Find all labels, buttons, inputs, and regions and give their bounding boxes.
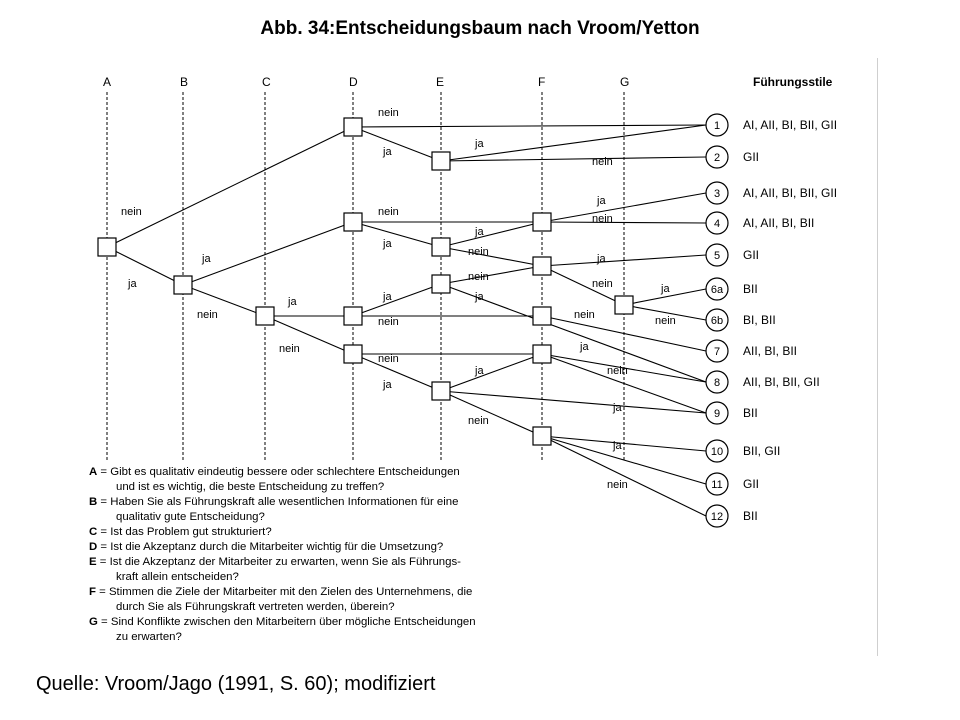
outcome-number-6b: 6b	[710, 315, 724, 327]
legend-key: D	[89, 541, 98, 553]
branch-label-no: nein	[655, 315, 676, 327]
branch-label-yes: ja	[383, 291, 392, 303]
legend-key: F	[89, 586, 96, 598]
branch-label-no: nein	[607, 479, 628, 491]
branch-label-yes: ja	[475, 138, 484, 150]
outcome-styles-6b: BI, BII	[743, 313, 776, 327]
legend-text: = Stimmen die Ziele der Mitarbeiter mit den Zielen des Unternehmens, die	[95, 586, 473, 598]
legend-item-f	[89, 585, 569, 600]
outcome-number-5: 5	[713, 250, 721, 262]
styles-header: Führungsstile	[753, 75, 833, 89]
outcome-number-4: 4	[713, 218, 721, 230]
edge-d1-yes	[353, 127, 441, 161]
legend-key: A	[89, 466, 98, 478]
branch-label-no: nein	[378, 107, 399, 119]
decision-node-e1	[432, 152, 450, 170]
legend-item-a	[89, 465, 569, 480]
branch-label-yes: ja	[288, 296, 297, 308]
outcome-number-9: 9	[713, 408, 721, 420]
branch-label-yes: ja	[383, 238, 392, 250]
decision-node-d1	[344, 118, 362, 136]
branch-label-yes: ja	[613, 402, 622, 414]
edge-f1-no	[542, 222, 706, 223]
branch-label-no: nein	[592, 213, 613, 225]
figure-number: Abb. 34:	[260, 18, 336, 39]
edge-a-no	[107, 127, 353, 247]
branch-label-no: nein	[607, 365, 628, 377]
edge-e4-yes	[441, 354, 542, 391]
branch-label-yes: ja	[383, 379, 392, 391]
legend-text: = Haben Sie als Führungskraft alle wesentlichen Informationen für eine	[97, 496, 459, 508]
column-letter-c: C	[262, 75, 271, 89]
branch-label-yes: ja	[202, 253, 211, 265]
legend-continuation: zu erwarten?	[116, 631, 182, 643]
decision-node-f1	[533, 213, 551, 231]
legend-key: B	[89, 496, 98, 508]
branch-label-no: nein	[121, 206, 142, 218]
edge-b1-no	[183, 285, 265, 316]
branch-label-no: nein	[574, 309, 595, 321]
legend-text: = Ist die Akzeptanz durch die Mitarbeiter wichtig für die Umsetzung?	[97, 541, 444, 553]
branch-label-no: nein	[468, 271, 489, 283]
outcome-styles-3: AI, AII, BI, BII, GII	[743, 186, 838, 200]
legend-text: = Ist das Problem gut strukturiert?	[97, 526, 272, 538]
outcome-number-3: 3	[713, 188, 721, 200]
legend-item-b	[89, 495, 569, 510]
legend-text: = Ist die Akzeptanz der Mitarbeiter zu erwarten, wenn Sie als Führungs-	[96, 556, 461, 568]
branch-label-yes: ja	[661, 283, 670, 295]
outcome-number-6a: 6a	[710, 284, 724, 296]
outcome-number-8: 8	[713, 377, 721, 389]
edge-e4-9	[441, 391, 706, 413]
legend-continuation: kraft allein entscheiden?	[116, 571, 239, 583]
outcome-styles-9: BII	[743, 406, 758, 420]
legend-key: E	[89, 556, 97, 568]
decision-node-c1	[256, 307, 274, 325]
outcome-styles-7: AII, BI, BII	[743, 344, 798, 358]
legend-key: C	[89, 526, 98, 538]
branch-label-no: nein	[468, 246, 489, 258]
branch-label-yes: ja	[613, 440, 622, 452]
column-letter-b: B	[180, 75, 189, 89]
edge-d3-yes	[353, 284, 441, 316]
branch-label-no: nein	[378, 316, 399, 328]
decision-node-d3	[344, 307, 362, 325]
column-letter-a: A	[103, 75, 112, 89]
outcome-styles-4: AI, AII, BI, BII	[743, 216, 815, 230]
outcome-styles-11: GII	[743, 477, 760, 491]
legend-key: G	[89, 616, 98, 628]
column-letter-f: F	[538, 75, 546, 89]
edge-e1-no	[441, 157, 706, 161]
decision-node-e2	[432, 238, 450, 256]
legend-continuation: durch Sie als Führungskraft vertreten werden, überein?	[116, 601, 395, 613]
edge-a-yes	[107, 247, 183, 285]
legend-continuation: und ist es wichtig, die beste Entscheidung zu treffen?	[116, 481, 385, 493]
decision-node-g1	[615, 296, 633, 314]
outcome-number-10: 10	[710, 446, 724, 458]
outcome-styles-1: AI, AII, BI, BII, GII	[743, 118, 838, 132]
legend-item-g	[89, 615, 569, 630]
outcome-number-2: 2	[713, 152, 721, 164]
figure-title-text: Entscheidungsbaum nach Vroom/Yetton	[335, 18, 700, 39]
outcome-number-1: 1	[713, 120, 721, 132]
legend-item-e	[89, 555, 569, 570]
decision-node-e3	[432, 275, 450, 293]
branch-label-yes: ja	[383, 146, 392, 158]
outcome-styles-5: GII	[743, 248, 760, 262]
outcome-styles-6a: BII	[743, 282, 758, 296]
edge-d1-no	[353, 125, 706, 127]
branch-label-no: nein	[378, 353, 399, 365]
edge-d2-yes	[353, 222, 441, 247]
legend-text: = Gibt es qualitativ eindeutig bessere oder schlechtere Entscheidungen	[97, 466, 460, 478]
branch-label-yes: ja	[475, 291, 484, 303]
branch-label-no: nein	[279, 343, 300, 355]
branch-label-yes: ja	[580, 341, 589, 353]
branch-label-no: nein	[378, 206, 399, 218]
outcome-styles-12: BII	[743, 509, 758, 523]
outcome-number-11: 11	[711, 479, 723, 491]
edge-e2-yes	[441, 222, 542, 247]
legend-text: = Sind Konflikte zwischen den Mitarbeitern über mögliche Entscheidungen	[97, 616, 476, 628]
legend-item-c	[89, 525, 569, 540]
branch-label-no: nein	[468, 415, 489, 427]
column-letter-e: E	[436, 75, 445, 89]
column-letter-g: G	[620, 75, 630, 89]
decision-node-d4	[344, 345, 362, 363]
source-note: Quelle: Vroom/Jago (1991, S. 60); modifiziert	[36, 673, 436, 695]
decision-node-f5	[533, 427, 551, 445]
branch-label-yes: ja	[128, 278, 137, 290]
decision-node-d2	[344, 213, 362, 231]
decision-node-f3	[533, 307, 551, 325]
decision-node-a	[98, 238, 116, 256]
decision-node-f2	[533, 257, 551, 275]
question-legend	[89, 465, 569, 645]
decision-node-b1	[174, 276, 192, 294]
branch-label-no: nein	[197, 309, 218, 321]
branch-label-no: nein	[592, 156, 613, 168]
outcome-number-12: 12	[710, 511, 724, 523]
edge-e2-no	[441, 247, 542, 266]
branch-label-yes: ja	[475, 226, 484, 238]
decision-node-f4	[533, 345, 551, 363]
branch-label-yes: ja	[597, 195, 606, 207]
branch-label-yes: ja	[475, 365, 484, 377]
branch-label-yes: ja	[597, 253, 606, 265]
decision-node-e4	[432, 382, 450, 400]
decision-nodes	[98, 118, 633, 445]
outcome-styles-10: BII, GII	[743, 444, 781, 458]
edge-f3-no	[542, 316, 706, 351]
outcome-styles-8: AII, BI, BII, GII	[743, 375, 820, 389]
branch-label-no: nein	[592, 278, 613, 290]
outcome-number-7: 7	[713, 346, 721, 358]
legend-continuation: qualitativ gute Entscheidung?	[116, 511, 265, 523]
legend-item-d	[89, 540, 569, 555]
edge-e3-no	[441, 266, 542, 284]
column-letter-d: D	[349, 75, 358, 89]
outcome-styles-2: GII	[743, 150, 760, 164]
